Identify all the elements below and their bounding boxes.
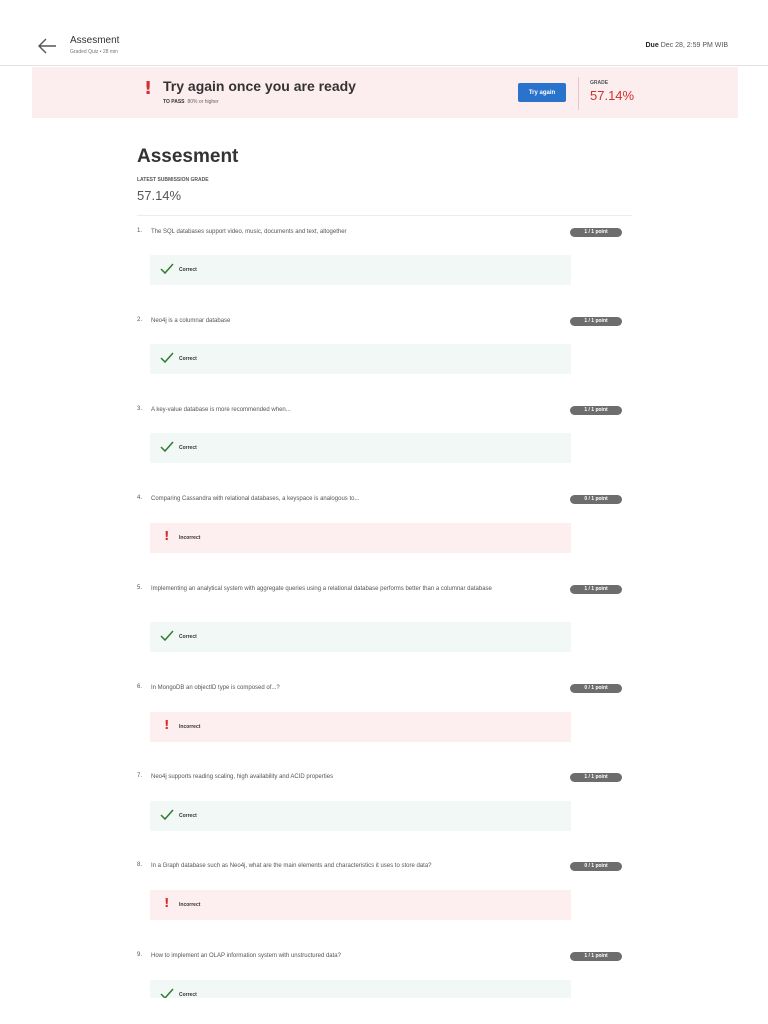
question-number: 4. <box>137 495 143 501</box>
points-badge: 1 / 1 point <box>570 228 622 237</box>
question-text: Comparing Cassandra with relational databases, a keyspace is analogous to... <box>151 496 360 502</box>
question-number: 5. <box>137 585 143 591</box>
exclamation-icon: ! <box>164 896 170 910</box>
question-number: 9. <box>137 952 143 958</box>
feedback-label: Correct <box>179 267 197 273</box>
question-number: 7. <box>137 773 143 779</box>
banner-divider <box>578 77 579 110</box>
check-icon <box>160 352 174 364</box>
question-number: 6. <box>137 684 143 690</box>
check-icon <box>160 809 174 821</box>
page-bottom-cutoff <box>0 998 768 1024</box>
feedback-box <box>150 801 571 831</box>
points-badge: 1 / 1 point <box>570 317 622 326</box>
divider <box>137 215 632 216</box>
latest-grade-value: 57.14% <box>137 188 182 203</box>
question-number: 3. <box>137 406 143 412</box>
exclamation-icon: ! <box>164 718 170 732</box>
feedback-label: Correct <box>179 992 197 998</box>
points-badge: 1 / 1 point <box>570 406 622 415</box>
question-text: Neo4j is a columnar database <box>151 318 231 324</box>
assessment-title: Assesment <box>70 35 120 46</box>
try-again-button[interactable]: Try again <box>518 83 566 102</box>
question-number: 2. <box>137 317 143 323</box>
question-text: A key-value database is more recommended when... <box>151 407 291 413</box>
grade-label: GRADE <box>590 80 609 86</box>
question-text: The SQL databases support video, music, documents and text, altogether <box>151 229 347 235</box>
feedback-label: Incorrect <box>179 902 201 908</box>
points-badge: 0 / 1 point <box>570 495 622 504</box>
pass-label: TO PASS <box>163 99 185 105</box>
feedback-label: Correct <box>179 445 197 451</box>
feedback-box <box>150 255 571 285</box>
points-badge: 0 / 1 point <box>570 862 622 871</box>
question-number: 8. <box>137 862 143 868</box>
back-arrow-icon[interactable] <box>36 36 58 56</box>
pass-value: 80% or higher <box>187 99 219 105</box>
feedback-box <box>150 433 571 463</box>
grade-value: 57.14% <box>590 88 635 103</box>
due-value: Dec 28, 2:59 PM WIB <box>660 42 728 49</box>
check-icon <box>160 441 174 453</box>
feedback-box <box>150 890 571 920</box>
feedback-label: Incorrect <box>179 724 201 730</box>
due-date <box>646 42 729 49</box>
feedback-box <box>150 523 571 553</box>
due-label: Due <box>645 42 659 49</box>
feedback-label: Correct <box>179 813 197 819</box>
feedback-label: Correct <box>179 356 197 362</box>
question-text: How to implement an OLAP information system with unstructured data? <box>151 953 341 959</box>
exclamation-icon: ! <box>144 78 153 99</box>
banner-title: Try again once you are ready <box>163 78 356 94</box>
question-text: Neo4j supports reading scaling, high availability and ACID properties <box>151 774 334 780</box>
latest-grade-label: LATEST SUBMISSION GRADE <box>137 177 209 183</box>
feedback-box <box>150 622 571 652</box>
feedback-box <box>150 344 571 374</box>
feedback-label: Incorrect <box>179 535 201 541</box>
question-number: 1. <box>137 228 143 234</box>
top-bar <box>0 0 768 66</box>
points-badge: 1 / 1 point <box>570 773 622 782</box>
page-title: Assesment <box>137 146 239 167</box>
pass-requirement <box>163 99 219 105</box>
exclamation-icon: ! <box>164 529 170 543</box>
feedback-box <box>150 712 571 742</box>
retry-banner <box>32 67 738 118</box>
question-text: In MongoDB an objectID type is composed of...? <box>151 685 280 691</box>
question-text: Implementing an analytical system with aggregate queries using a relational database performs better than a columnar database <box>151 586 492 592</box>
assessment-subtitle: Graded Quiz • 28 min <box>70 49 118 55</box>
check-icon <box>160 263 174 275</box>
points-badge: 1 / 1 point <box>570 585 622 594</box>
check-icon <box>160 630 174 642</box>
points-badge: 0 / 1 point <box>570 684 622 693</box>
points-badge: 1 / 1 point <box>570 952 622 961</box>
feedback-label: Correct <box>179 634 197 640</box>
question-text: In a Graph database such as Neo4j, what are the main elements and characteristics it uses to store data? <box>151 863 432 869</box>
